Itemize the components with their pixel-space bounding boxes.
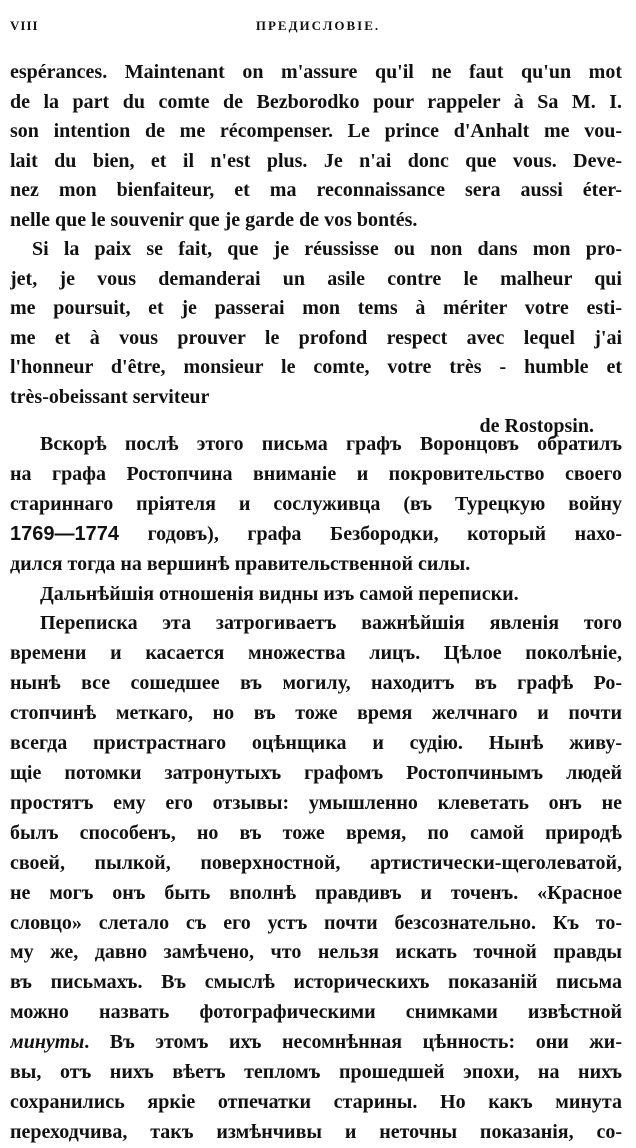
text-line: простятъ ему его отзывы: умышленно клеветать онъ не xyxy=(10,791,622,814)
text-line: Дальнѣйшія отношенія видны изъ самой переписки. xyxy=(40,582,519,605)
text-line-with-italic xyxy=(10,1028,622,1058)
text-line: въ письмахъ. Въ смыслѣ историческихъ показаній письма xyxy=(10,971,622,994)
text-line: Вскорѣ послѣ этого письма графъ Воронцовъ обратилъ xyxy=(40,433,622,455)
text-line: дился тогда на вершинѣ правительственной силы. xyxy=(10,552,471,575)
running-title: ПРЕДИСЛОВІЕ. xyxy=(255,18,381,33)
text-line: переходчива, такъ измѣнчивы и неточны показанія, со- xyxy=(10,1120,622,1143)
text-line: son intention de me récompenser. Le prince d'Anhalt me vou- xyxy=(10,120,622,142)
text-line: можно назвать фотографическими снимками извѣстной xyxy=(10,1001,622,1024)
text-line: стариннаго пріятеля и сослуживца (въ Турецкую войну xyxy=(10,492,622,515)
text-line: très-obeissant serviteur xyxy=(10,385,210,408)
text-line: времени и касается множества лицъ. Цѣлое поколѣніе, xyxy=(10,642,622,665)
text-line: былъ способенъ, но въ тоже время, по самой природѣ xyxy=(10,821,622,844)
text-fragment: . Въ этомъ ихъ несомнѣнная цѣнность: они жи- xyxy=(84,1031,622,1054)
text-line: на графа Ростопчина вниманіе и покровительство своего xyxy=(10,462,622,485)
year-range: 1769—1774 xyxy=(10,522,119,545)
text-line: jet, je vous demanderai un asile contre le malheur qui xyxy=(10,267,622,290)
text-line: nez mon bienfaiteur, et ma reconnaissance sera aussi éter- xyxy=(10,179,622,201)
text-line: щіе потомки затронутыхъ графомъ Ростопчинымъ людей xyxy=(10,761,622,784)
editor-commentary xyxy=(10,430,622,1148)
text-line: своей, пылкой, поверхностной, артистически-щеголеватой, xyxy=(10,851,622,874)
text-line: не могъ онъ быть вполнѣ правдивъ и точенъ. «Красное xyxy=(10,881,622,904)
text-line: стопчинѣ меткаго, но въ тоже время желчнаго и почти xyxy=(10,702,622,725)
french-letter xyxy=(10,58,622,442)
letter-paragraph-2 xyxy=(10,235,622,412)
page-number: VIII xyxy=(10,18,39,33)
text-fragment: годовъ), графа Безбородки, который нахо- xyxy=(118,522,622,545)
text-line: Si la paix se fait, que je réussisse ou non dans mon pro- xyxy=(32,238,622,260)
text-line-with-year xyxy=(10,520,622,550)
text-line: сохранились яркіе отпечатки старины. Но какъ минута xyxy=(10,1090,622,1113)
text-line: me poursuit, et je passerai mon tems à mériter votre esti- xyxy=(10,297,622,319)
text-line: всегда пристрастнаго оцѣнщика и судію. Нынѣ живу- xyxy=(10,732,622,755)
text-line: вы, отъ нихъ вѣетъ тепломъ прошедшей эпохи, на нихъ xyxy=(10,1061,622,1084)
text-line: му же, давно замѣчено, что нельзя искать точной правды xyxy=(10,941,622,964)
text-line: espérances. Maintenant on m'assure qu'il ne faut qu'un mot xyxy=(10,61,622,83)
text-line: me et à vous prouver le profond respect avec lequel j'ai xyxy=(10,326,622,349)
letter-paragraph-1 xyxy=(10,58,622,235)
italic-word: минуты xyxy=(10,1031,85,1054)
text-line: de la part du comte de Bezborodko pour rappeler à Sa M. I. xyxy=(10,90,622,113)
text-line: Переписка эта затрогиваетъ важнѣйшія явленія того xyxy=(40,612,622,635)
letter-signature: de Rostopsin. xyxy=(479,415,594,437)
text-line: lait du bien, et il n'est plus. Je n'ai donc que vous. Deve- xyxy=(10,149,622,172)
running-header xyxy=(10,18,626,38)
text-line: словцо» слетало съ его устъ почти безсознательно. Къ то- xyxy=(10,911,622,934)
text-line: нынѣ все сошедшее въ могилу, находитъ въ графѣ Ро- xyxy=(10,672,622,695)
text-line: nelle que le souvenir que je garde de vos bontés. xyxy=(10,208,418,231)
text-line: l'honneur d'être, monsieur le comte, votre très - humble et xyxy=(10,356,622,378)
